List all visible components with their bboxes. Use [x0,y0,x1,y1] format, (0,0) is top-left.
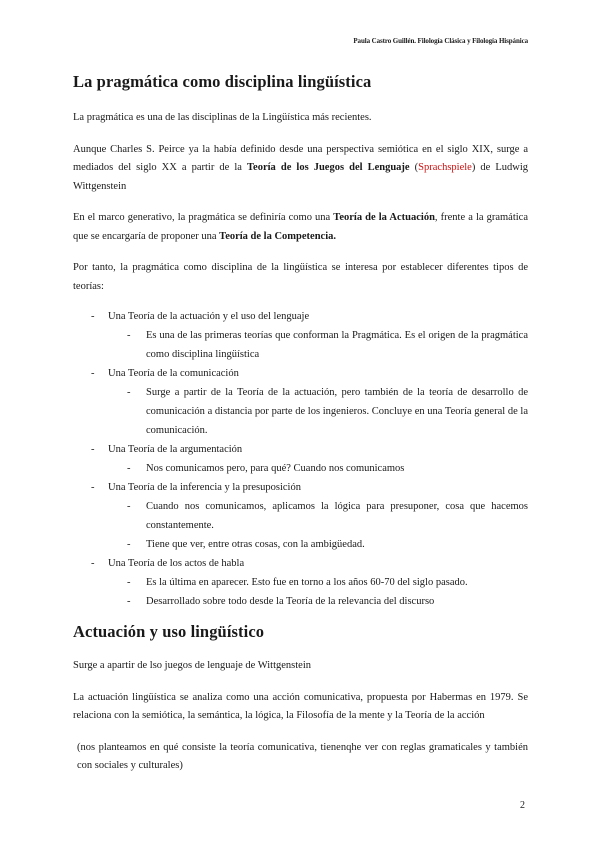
list-item: - Nos comunicamos pero, para qué? Cuando nos comunicamos [108,459,528,478]
section-title-actuacion: Actuación y uso lingüístico [73,622,265,641]
theories-list [73,307,528,611]
section-title-pragmatica: La pragmática como disciplina lingüística [73,72,372,91]
paragraph-wittgenstein: Surge a apartir de lso juegos de lenguaje de Wittgenstein [73,660,311,671]
list-item: - Cuando nos comunicamos, aplicamos la lógica para presuponer, cosa que hacemos constantemente. [108,497,528,535]
paragraph-note: (nos planteamos en qué consiste la teoría comunicativa, tienenqhe ver con reglas gramaticales y también con sociales y culturales) [77,741,528,771]
list-item: - Es una de las primeras teorías que conforman la Pragmática. Es el origen de la pragmática como disciplina lingüística [108,326,528,364]
paragraph-origin: Aunque Charles S. Peirce ya la había definido desde una perspectiva semiótica en el siglo XIX, surge a mediados del siglo XX a partir de la Teoría de los Juegos del Lenguaje (Sprachspiele) de Ludwig Wittgenstein [73,143,528,192]
paragraph-generative: En el marco generativo, la pragmática se definiría como una Teoría de la Actuación, frente a la gramática que se encargaría de proponer una Teoría de la Competencia. [73,212,528,242]
list-item: - Una Teoría de los actos de habla - Es la última en aparecer. Esto fue en torno a los años 60-70 del siglo pasado. - Desarrollado sobre todo desde la Teoría de la relevancia del discurso [73,554,528,611]
list-item: - Una Teoría de la inferencia y la presuposición - Cuando nos comunicamos, aplicamos la lógica para presuponer, cosa que hacemos constantemente. - Tiene que ver, entre otras cosas, con la ambigüedad. [73,478,528,554]
page-number: 2 [520,800,525,811]
paragraph-intro: La pragmática es una de las disciplinas de la Lingüística más recientes. [73,112,372,123]
paragraph-habermas: La actuación lingüística se analiza como una acción comunicativa, propuesta por Habermas en 1979. Se relaciona con la semiótica, la semántica, la lógica, la Filosofía de la mente y la Teoría de la acción [73,691,528,721]
sprachspiele-term: Sprachspiele [418,162,472,173]
paragraph-theories-intro: Por tanto, la pragmática como disciplina de la lingüística se interesa por establecer diferentes tipos de teorías: [73,262,528,292]
list-item: - Surge a partir de la Teoría de la actuación, pero también de la teoría de desarrollo de comunicación a distancia por parte de los ingenieros. Concluye en una Teoría general de la comunicación. [108,383,528,440]
list-item: - Desarrollado sobre todo desde la Teoría de la relevancia del discurso [108,592,528,611]
list-item: - Es la última en aparecer. Esto fue en torno a los años 60-70 del siglo pasado. [108,573,528,592]
document-body [73,72,528,789]
page-header: Paula Castro Guillén. Filología Clásica y Filología Hispánica [353,37,528,45]
list-item: - Una Teoría de la argumentación - Nos comunicamos pero, para qué? Cuando nos comunicamos [73,440,528,478]
list-item: - Una Teoría de la actuación y el uso del lenguaje - Es una de las primeras teorías que conforman la Pragmática. Es el origen de la pragmática como disciplina lingüística [73,307,528,364]
list-item: - Tiene que ver, entre otras cosas, con la ambigüedad. [108,535,528,554]
list-item: - Una Teoría de la comunicación - Surge a partir de la Teoría de la actuación, pero también de la teoría de desarrollo de comunicación a distancia por parte de los ingenieros. Concluye en una Teoría general de la comunicación. [73,364,528,440]
